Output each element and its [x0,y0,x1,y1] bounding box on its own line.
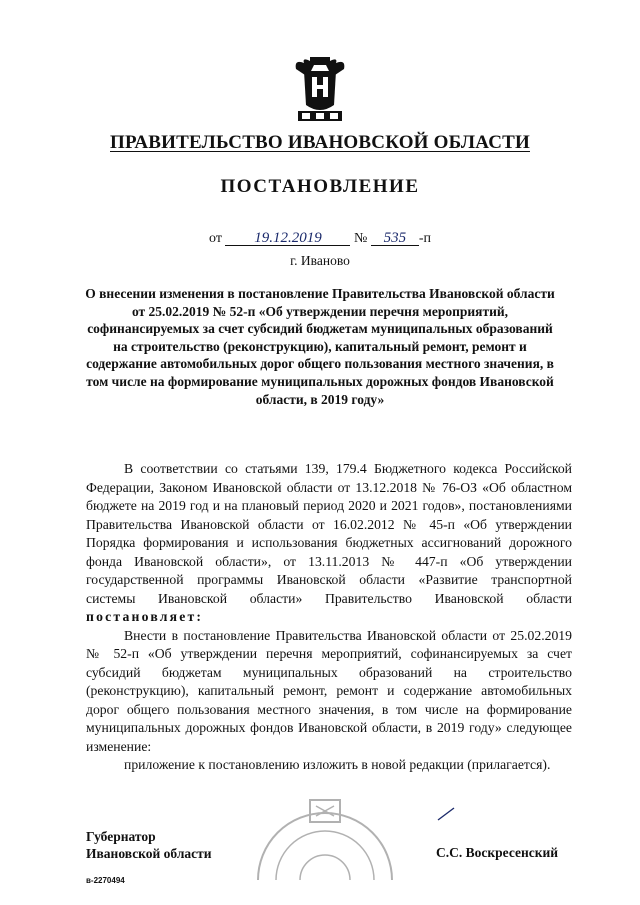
annex-paragraph: приложение к постановлению изложить в новой редакции (прилагается). [124,757,551,772]
date-prefix: от [209,231,222,246]
official-seal-stamp [238,780,413,880]
signature-mark [436,806,456,822]
signatory-title-line2: Ивановской области [86,846,212,861]
handwritten-number: 535 [371,231,419,246]
signatory-name: С.С. Воскресенский [436,845,559,860]
handwritten-date: 19.12.2019 [225,231,350,246]
coat-of-arms-emblem [288,55,352,125]
number-suffix: -п [418,231,431,246]
preamble-text: В соответствии со статьями 139, 179.4 Бюджетного кодекса Российской Федерации, Законом Ивановской области от 13.12.2018 № 76-ОЗ «Об областном бюджете на 2019 год и на плановый период 2020 и 2021 годов», постановлениями Правительства Ивановской области от 16.02.2012 № 45-п «Об утверждении Порядка формирования и использования бюджетных ассигнований дорожного фонда Ивановской области», от 13.11.2013 № 447-п «Об утверждении государственной программы Ивановской области «Развитие транспортной системы Ивановской области» Правительство Ивановской области [86,461,572,606]
government-title: ПРАВИТЕЛЬСТВО ИВАНОВСКОЙ ОБЛАСТИ [110,132,530,153]
signatory-title [86,828,212,862]
document-body [86,460,572,775]
serial-number: в-2270494 [86,876,125,885]
preamble-paragraph [86,460,572,627]
decree-word: постановляет: [86,609,204,624]
number-prefix: № [353,231,368,246]
city-line: г. Иваново [290,253,350,268]
signatory-title-line1: Губернатор [86,829,156,844]
document-subject: О внесении изменения в постановление Правительства Ивановской области от 25.02.2019 № 52-п «Об утверждении перечня мероприятий, софинансируемых за счет субсидий бюджетам муниципальных образований на строительство (реконструкцию), капитальный ремонт, ремонт и содержание автомобильных дорог общего пользования местного значения, в том числе на формирование муниципальных дорожных фондов Ивановской области, в 2019 году» [85,286,555,407]
amendment-paragraph: Внести в постановление Правительства Ивановской области от 25.02.2019 № 52-п «Об утверждении перечня мероприятий, софинансируемых за счет субсидий бюджетам муниципальных образований на строительство (реконструкцию), капитальный ремонт, ремонт и содержание автомобильных дорог общего пользования местного значения, в том числе на формирование муниципальных дорожных фондов Ивановской области, в 2019 году» следующее изменение: [86,627,572,754]
document-type-heading: ПОСТАНОВЛЕНИЕ [220,176,420,197]
date-number-line [0,231,640,247]
